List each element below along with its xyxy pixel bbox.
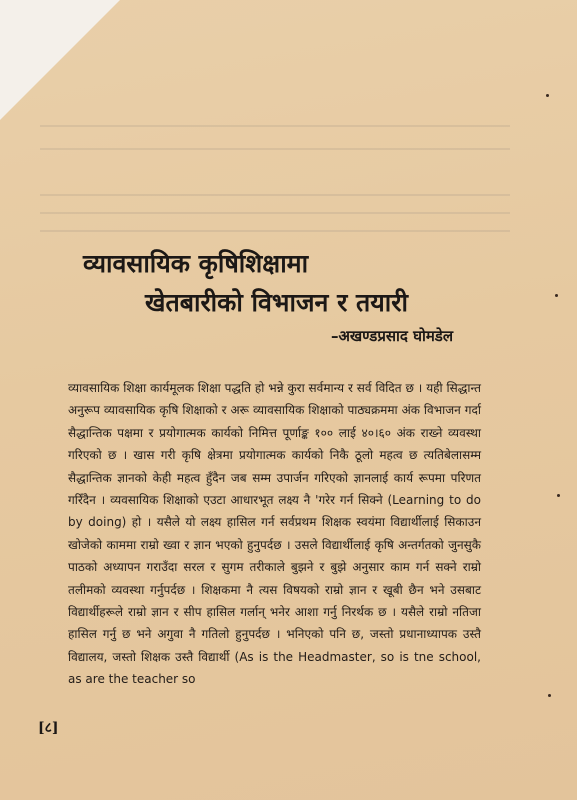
bleed-through-line xyxy=(40,194,510,196)
bleed-through-line xyxy=(40,148,510,150)
bleed-through-line xyxy=(40,212,510,214)
paper-speck xyxy=(548,694,551,697)
article-body-paragraph: व्यावसायिक शिक्षा कार्यमूलक शिक्षा पद्धति हो भन्ने कुरा सर्वमान्य र सर्व विदित छ । यही सिद्धान्त अनुरूप व्यावसायिक कृषि शिक्षाको र अरू व्यावसायिक शिक्षाको पाठ्यक्रममा अंक विभाजन गर्दा सैद्धान्तिक पक्षमा र प्रयोगात्मक कार्यको निमित्त पूर्णाङ्क १०० लाई ४०।६० अंक राख्ने व्यवस्था गरिएको छ । खास गरी कृषि क्षेत्रमा प्रयोगात्मक कार्यको निकै ठूलो महत्व छ त्यतिबेलासम्म सैद्धान्तिक ज्ञानको केही महत्व हुँदैन जब सम्म उपार्जन गरिएको ज्ञानलाई कार्य रूपमा परिणत गरिँदैन । व्यवसायिक शिक्षाको एउटा आधारभूत लक्ष्य नै 'गरेर गर्न सिक्ने (Learning to do by doing) हो । यसैले यो लक्ष्य हासिल गर्न सर्वप्रथम शिक्षक स्वयंमा विद्यार्थीलाई सिकाउन खोजेको काममा राम्रो ख्वा र ज्ञान भएको हुनुपर्दछ । उसले विद्यार्थीलाई कृषि अन्तर्गतको जुनसुकै पाठको अध्यापन गराउँदा सरल र सुगम तरीकाले बुझने र बुझे अनुसार काम गर्न सक्ने राम्रो तलीमको व्यवस्था गर्नुपर्दछ । शिक्षकमा नै त्यस विषयको राम्रो ज्ञान र खूबी छैन भने उसबाट विद्यार्थीहरूले राम्रो ज्ञान र सीप हासिल गर्लान् भनेर आशा गर्नु निरर्थक छ । यसैले राम्रो नतिजा हासिल गर्नु छ भने अगुवा नै गतिलो हुनुपर्दछ । भनिएको पनि छ, जस्तो प्रधानाध्यापक उस्तै विद्यालय, जस्तो शिक्षक उस्तै विद्यार्थी (As is the Headmaster, so is tne school, as are the teacher so xyxy=(68,381,481,687)
folded-corner xyxy=(0,0,120,120)
bleed-through-line xyxy=(40,230,510,232)
article-author: –अखण्डप्रसाद घोमडेल xyxy=(330,327,453,345)
paper-speck xyxy=(555,294,558,297)
article-title-line-1: व्यावसायिक कृषिशिक्षामा xyxy=(83,249,309,278)
bleed-through-line xyxy=(40,125,510,127)
paper-speck xyxy=(557,494,560,497)
article-title-line-2: खेतबारीको विभाजन र तयारी xyxy=(145,288,408,317)
paper-speck xyxy=(546,94,549,97)
page-number: [८] xyxy=(38,720,59,736)
